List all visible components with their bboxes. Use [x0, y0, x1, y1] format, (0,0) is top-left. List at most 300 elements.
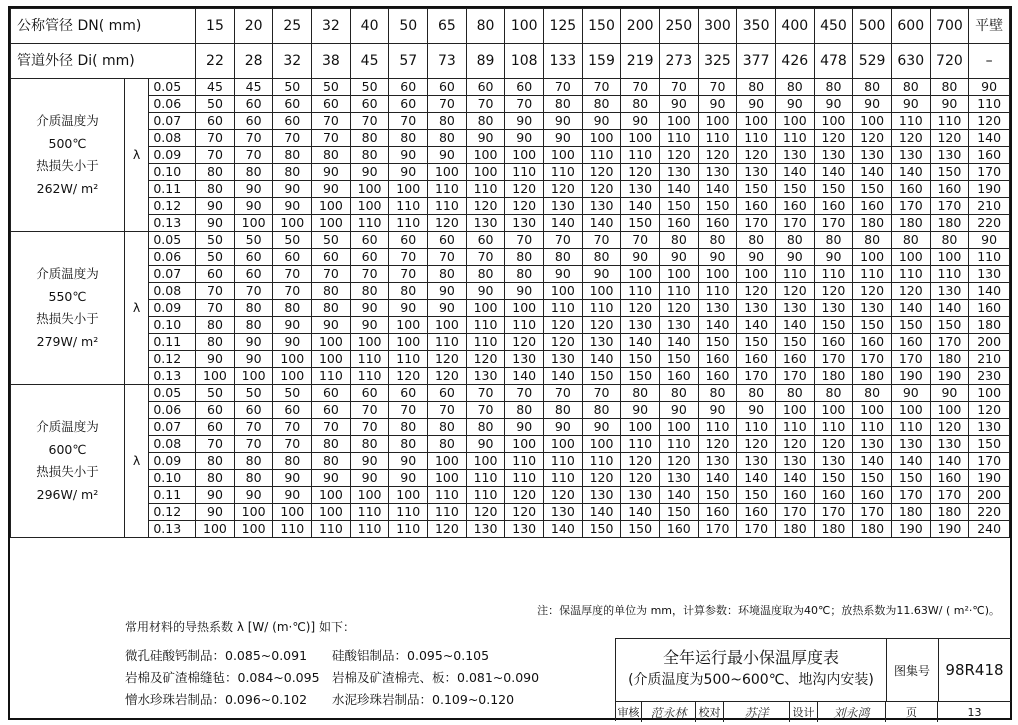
thickness-cell: 110	[428, 504, 467, 521]
thickness-cell: 80	[505, 402, 544, 419]
thickness-cell: 170	[891, 198, 930, 215]
thickness-cell: 100	[660, 113, 699, 130]
thickness-cell: 180	[814, 521, 853, 538]
title-block	[615, 638, 1011, 721]
thickness-cell: 80	[196, 181, 235, 198]
thickness-cell: 130	[698, 164, 737, 181]
thickness-cell: 90	[350, 164, 389, 181]
thickness-cell: 120	[698, 147, 737, 164]
thickness-cell: 100	[428, 164, 467, 181]
thickness-cell: 110	[853, 266, 892, 283]
thickness-cell: 170	[775, 504, 814, 521]
table-row	[11, 198, 1010, 215]
thickness-cell: 60	[273, 249, 312, 266]
thickness-cell: 130	[969, 419, 1010, 436]
table-row	[11, 181, 1010, 198]
thickness-cell: 110	[389, 504, 428, 521]
thickness-cell: 80	[814, 79, 853, 96]
thickness-cell: 130	[544, 198, 583, 215]
thickness-cell: 180	[930, 504, 969, 521]
thickness-cell: 110	[428, 334, 467, 351]
thickness-cell: 110	[775, 130, 814, 147]
thickness-cell: 80	[196, 453, 235, 470]
di-header-cell: 426	[775, 44, 814, 79]
thickness-cell: 60	[196, 419, 235, 436]
thickness-cell: 80	[428, 113, 467, 130]
thickness-cell: 50	[196, 385, 235, 402]
thickness-cell: 90	[660, 249, 699, 266]
thickness-cell: 200	[969, 487, 1010, 504]
thickness-cell: 80	[273, 453, 312, 470]
thickness-cell: 50	[312, 79, 351, 96]
thickness-cell: 80	[582, 249, 621, 266]
drawing-sheet	[8, 6, 1012, 720]
thickness-cell: 100	[428, 453, 467, 470]
thickness-cell: 130	[737, 164, 776, 181]
thickness-cell: 110	[621, 147, 660, 164]
thickness-cell: 120	[814, 436, 853, 453]
thickness-cell: 90	[273, 317, 312, 334]
thickness-cell: 110	[544, 470, 583, 487]
thickness-cell: 140	[775, 317, 814, 334]
thickness-cell: 50	[273, 79, 312, 96]
dn-header-cell: 125	[544, 9, 583, 44]
thickness-cell: 120	[621, 453, 660, 470]
thickness-cell: 120	[466, 351, 505, 368]
thickness-cell: 80	[234, 300, 273, 317]
table-row	[11, 504, 1010, 521]
thickness-cell: 90	[544, 419, 583, 436]
thickness-cell: 80	[389, 436, 428, 453]
thickness-cell: 220	[969, 504, 1010, 521]
thickness-cell: 150	[698, 334, 737, 351]
thickness-cell: 80	[234, 164, 273, 181]
lambda-value: 0.06	[149, 249, 196, 266]
thickness-cell: 90	[273, 198, 312, 215]
thickness-cell: 90	[350, 300, 389, 317]
thickness-cell: 150	[737, 181, 776, 198]
thickness-cell: 70	[196, 436, 235, 453]
thickness-cell: 90	[544, 266, 583, 283]
di-header-cell: 73	[428, 44, 467, 79]
dn-header-cell: 300	[698, 9, 737, 44]
thickness-cell: 110	[350, 351, 389, 368]
thickness-cell: 110	[737, 130, 776, 147]
thickness-cell: 130	[775, 453, 814, 470]
thickness-cell: 120	[428, 521, 467, 538]
di-header-cell: 478	[814, 44, 853, 79]
thickness-cell: 110	[273, 521, 312, 538]
thickness-cell: 120	[466, 504, 505, 521]
thickness-cell: 90	[466, 283, 505, 300]
lambda-value: 0.10	[149, 317, 196, 334]
thickness-cell: 70	[582, 385, 621, 402]
dn-header-cell: 65	[428, 9, 467, 44]
thickness-cell: 90	[544, 113, 583, 130]
dn-header-cell: 700	[930, 9, 969, 44]
thickness-cell: 80	[273, 300, 312, 317]
thickness-cell: 150	[660, 351, 699, 368]
thickness-cell: 100	[273, 351, 312, 368]
thickness-cell: 60	[350, 385, 389, 402]
thickness-cell: 180	[891, 215, 930, 232]
table-row	[11, 368, 1010, 385]
drawing-subtitle: (介质温度为500~600℃、地沟内安装)	[628, 672, 874, 688]
thickness-cell: 110	[505, 470, 544, 487]
di-header-cell: 108	[505, 44, 544, 79]
thickness-cell: 110	[582, 300, 621, 317]
thickness-cell: 90	[621, 402, 660, 419]
thickness-cell: 70	[466, 96, 505, 113]
thickness-cell: 150	[969, 436, 1010, 453]
thickness-cell: 120	[505, 487, 544, 504]
thickness-cell: 70	[273, 130, 312, 147]
thickness-cell: 100	[582, 283, 621, 300]
thickness-cell: 120	[544, 334, 583, 351]
thickness-cell: 130	[814, 453, 853, 470]
thickness-cell: 100	[505, 436, 544, 453]
table-row	[11, 113, 1010, 130]
table-row	[11, 385, 1010, 402]
thickness-cell: 120	[505, 181, 544, 198]
thickness-cell: 130	[505, 215, 544, 232]
thickness-cell: 80	[660, 232, 699, 249]
lambda-value: 0.06	[149, 96, 196, 113]
thickness-cell: 80	[621, 96, 660, 113]
thickness-cell: 80	[814, 232, 853, 249]
dn-header-cell: 150	[582, 9, 621, 44]
materials-title: 常用材料的导热系数 λ [W/ (m·℃)] 如下：	[125, 620, 355, 634]
thickness-cell: 180	[969, 317, 1010, 334]
dn-header-cell: 平壁	[969, 9, 1010, 44]
thickness-cell: 110	[466, 181, 505, 198]
thickness-cell: 120	[621, 164, 660, 181]
thickness-cell: 140	[775, 164, 814, 181]
thickness-cell: 130	[814, 147, 853, 164]
thickness-cell: 100	[466, 147, 505, 164]
thickness-cell: 140	[737, 470, 776, 487]
thickness-cell: 150	[891, 317, 930, 334]
thickness-cell: 70	[350, 113, 389, 130]
thickness-cell: 100	[234, 521, 273, 538]
thickness-cell: 70	[660, 79, 699, 96]
thickness-cell: 130	[853, 147, 892, 164]
thickness-cell: 100	[273, 368, 312, 385]
thickness-cell: 140	[814, 164, 853, 181]
thickness-cell: 100	[544, 147, 583, 164]
lambda-value: 0.11	[149, 334, 196, 351]
thickness-cell: 110	[814, 419, 853, 436]
thickness-cell: 50	[196, 96, 235, 113]
thickness-cell: 130	[891, 436, 930, 453]
thickness-cell: 80	[350, 436, 389, 453]
thickness-cell: 90	[582, 113, 621, 130]
thickness-cell: 160	[891, 181, 930, 198]
thickness-cell: 100	[775, 402, 814, 419]
thickness-cell: 120	[621, 300, 660, 317]
thickness-cell: 220	[969, 215, 1010, 232]
thickness-cell: 80	[505, 249, 544, 266]
thickness-cell: 90	[234, 487, 273, 504]
thickness-cell: 110	[775, 266, 814, 283]
thickness-cell: 60	[505, 79, 544, 96]
thickness-cell: 80	[428, 130, 467, 147]
thickness-cell: 150	[853, 470, 892, 487]
thickness-cell: 100	[273, 504, 312, 521]
thickness-cell: 190	[891, 521, 930, 538]
table-row	[11, 79, 1010, 96]
thickness-cell: 70	[505, 232, 544, 249]
thickness-cell: 100	[350, 487, 389, 504]
lambda-value: 0.11	[149, 487, 196, 504]
thickness-cell: 210	[969, 198, 1010, 215]
thickness-cell: 140	[621, 334, 660, 351]
thickness-cell: 45	[196, 79, 235, 96]
thickness-cell: 80	[234, 470, 273, 487]
group-label-line: 262W/ m²	[36, 180, 99, 196]
thickness-cell: 100	[389, 334, 428, 351]
group-label-line: 介质温度为	[36, 419, 99, 434]
thickness-cell: 100	[891, 402, 930, 419]
lambda-value: 0.13	[149, 521, 196, 538]
thickness-cell: 70	[196, 130, 235, 147]
thickness-cell: 100	[196, 368, 235, 385]
table-row	[11, 521, 1010, 538]
di-header-cell: 529	[853, 44, 892, 79]
thickness-cell: 100	[969, 385, 1010, 402]
thickness-cell: 80	[737, 79, 776, 96]
dn-header-cell: 400	[775, 9, 814, 44]
thickness-cell: 70	[312, 113, 351, 130]
thickness-cell: 70	[389, 402, 428, 419]
design-signature: 刘永鸿	[818, 702, 886, 722]
thickness-cell: 130	[466, 215, 505, 232]
thickness-cell: 130	[775, 300, 814, 317]
thickness-cell: 110	[582, 453, 621, 470]
thickness-cell: 110	[544, 453, 583, 470]
table-row	[11, 147, 1010, 164]
lambda-value: 0.05	[149, 79, 196, 96]
thickness-cell: 150	[775, 181, 814, 198]
table-row	[11, 96, 1010, 113]
thickness-cell: 150	[737, 487, 776, 504]
page-label: 页	[886, 702, 938, 722]
thickness-cell: 160	[814, 334, 853, 351]
thickness-cell: 90	[969, 79, 1010, 96]
thickness-cell: 100	[312, 351, 351, 368]
thickness-cell: 110	[660, 130, 699, 147]
group-label-line: 296W/ m²	[36, 486, 99, 502]
thickness-cell: 150	[891, 470, 930, 487]
thickness-cell: 120	[544, 487, 583, 504]
thickness-cell: 80	[466, 419, 505, 436]
thickness-cell: 70	[196, 300, 235, 317]
thickness-cell: 140	[621, 504, 660, 521]
thickness-cell: 80	[621, 385, 660, 402]
thickness-cell: 140	[505, 368, 544, 385]
thickness-cell: 150	[621, 351, 660, 368]
dn-header-cell: 500	[853, 9, 892, 44]
di-header-cell: 22	[196, 44, 235, 79]
thickness-cell: 180	[930, 215, 969, 232]
thickness-cell: 100	[389, 317, 428, 334]
thickness-cell: 90	[196, 487, 235, 504]
thickness-cell: 150	[853, 181, 892, 198]
dn-header-cell: 250	[660, 9, 699, 44]
thickness-cell: 90	[273, 470, 312, 487]
thickness-cell: 80	[775, 79, 814, 96]
thickness-cell: 170	[969, 453, 1010, 470]
thickness-cell: 180	[891, 504, 930, 521]
thickness-cell: 140	[698, 470, 737, 487]
thickness-cell: 170	[891, 351, 930, 368]
thickness-cell: 70	[273, 419, 312, 436]
thickness-cell: 130	[466, 521, 505, 538]
lambda-value: 0.08	[149, 283, 196, 300]
thickness-cell: 90	[698, 96, 737, 113]
thickness-cell: 110	[466, 470, 505, 487]
thickness-cell: 60	[312, 249, 351, 266]
thickness-cell: 90	[891, 96, 930, 113]
thickness-cell: 110	[466, 317, 505, 334]
thickness-cell: 150	[814, 317, 853, 334]
thickness-cell: 90	[350, 453, 389, 470]
group-label-line: 热损失小于	[36, 311, 99, 326]
thickness-cell: 200	[969, 334, 1010, 351]
thickness-cell: 150	[930, 164, 969, 181]
thickness-cell: 190	[969, 470, 1010, 487]
thickness-cell: 80	[505, 266, 544, 283]
thickness-cell: 150	[698, 198, 737, 215]
group-label-line: 500℃	[48, 135, 87, 151]
thickness-cell: 170	[737, 521, 776, 538]
dn-header-cell: 50	[389, 9, 428, 44]
thickness-cell: 90	[312, 164, 351, 181]
thickness-cell: 140	[621, 198, 660, 215]
thickness-cell: 120	[505, 198, 544, 215]
thickness-cell: 70	[234, 419, 273, 436]
table-row	[11, 266, 1010, 283]
thickness-cell: 130	[621, 181, 660, 198]
thickness-cell: 60	[273, 96, 312, 113]
thickness-cell: 170	[698, 521, 737, 538]
thickness-cell: 80	[350, 130, 389, 147]
thickness-cell: 90	[930, 385, 969, 402]
thickness-cell: 90	[428, 300, 467, 317]
thickness-cell: 160	[891, 334, 930, 351]
thickness-cell: 180	[853, 215, 892, 232]
thickness-cell: 110	[389, 198, 428, 215]
thickness-cell: 130	[853, 300, 892, 317]
signature-row	[616, 701, 1011, 722]
di-header-label: 管道外径 Di( mm)	[11, 44, 196, 79]
thickness-cell: 110	[737, 419, 776, 436]
di-header-cell: 159	[582, 44, 621, 79]
thickness-cell: 70	[428, 402, 467, 419]
thickness-cell: 130	[853, 436, 892, 453]
thickness-cell: 60	[234, 266, 273, 283]
thickness-cell: 70	[505, 96, 544, 113]
thickness-cell: 110	[389, 521, 428, 538]
thickness-cell: 140	[544, 215, 583, 232]
thickness-cell: 130	[660, 470, 699, 487]
thickness-cell: 130	[621, 317, 660, 334]
thickness-cell: 90	[891, 385, 930, 402]
thickness-cell: 70	[312, 266, 351, 283]
thickness-cell: 90	[582, 266, 621, 283]
thickness-cell: 90	[428, 147, 467, 164]
thickness-cell: 70	[428, 96, 467, 113]
thickness-cell: 70	[389, 249, 428, 266]
thickness-cell: 60	[312, 402, 351, 419]
thickness-cell: 110	[350, 215, 389, 232]
thickness-cell: 170	[814, 351, 853, 368]
thickness-cell: 90	[273, 334, 312, 351]
thickness-cell: 60	[196, 266, 235, 283]
thickness-cell: 80	[389, 130, 428, 147]
thickness-cell: 100	[698, 113, 737, 130]
thickness-cell: 90	[814, 249, 853, 266]
thickness-cell: 90	[389, 147, 428, 164]
thickness-cell: 70	[582, 232, 621, 249]
thickness-cell: 90	[660, 402, 699, 419]
thickness-cell: 190	[969, 181, 1010, 198]
page-number: 13	[967, 705, 982, 719]
thickness-cell: 160	[698, 368, 737, 385]
thickness-cell: 70	[350, 419, 389, 436]
thickness-cell: 90	[737, 96, 776, 113]
thickness-cell: 110	[389, 351, 428, 368]
thickness-cell: 100	[853, 402, 892, 419]
table-row	[11, 300, 1010, 317]
dn-header-cell: 350	[737, 9, 776, 44]
thickness-cell: 110	[969, 249, 1010, 266]
thickness-cell: 60	[312, 96, 351, 113]
thickness-cell: 60	[428, 385, 467, 402]
thickness-cell: 100	[660, 266, 699, 283]
thickness-cell: 70	[466, 385, 505, 402]
thickness-cell: 90	[234, 351, 273, 368]
thickness-cell: 100	[389, 487, 428, 504]
thickness-cell: 100	[582, 130, 621, 147]
thickness-cell: 130	[582, 198, 621, 215]
thickness-cell: 90	[505, 283, 544, 300]
thickness-cell: 190	[930, 521, 969, 538]
thickness-cell: 140	[969, 283, 1010, 300]
thickness-cell: 100	[891, 249, 930, 266]
thickness-cell: 90	[505, 130, 544, 147]
thickness-cell: 70	[466, 402, 505, 419]
thickness-cell: 80	[737, 385, 776, 402]
thickness-cell: 110	[621, 283, 660, 300]
thickness-cell: 60	[350, 249, 389, 266]
materials-row: 憎水珍珠岩制品：0.096~0.102 水泥珍珠岩制品：0.109~0.120	[125, 692, 515, 707]
thickness-cell: 110	[350, 368, 389, 385]
atlas-number: 98R418	[945, 661, 1004, 679]
thickness-cell: 80	[312, 453, 351, 470]
thickness-cell: 110	[312, 368, 351, 385]
thickness-cell: 170	[853, 351, 892, 368]
thickness-cell: 60	[273, 113, 312, 130]
lambda-value: 0.05	[149, 232, 196, 249]
thickness-cell: 90	[775, 96, 814, 113]
di-header-cell: 133	[544, 44, 583, 79]
thickness-cell: 100	[853, 249, 892, 266]
thickness-cell: 80	[891, 79, 930, 96]
thickness-cell: 70	[621, 232, 660, 249]
di-header-cell: 720	[930, 44, 969, 79]
thickness-cell: 100	[505, 147, 544, 164]
